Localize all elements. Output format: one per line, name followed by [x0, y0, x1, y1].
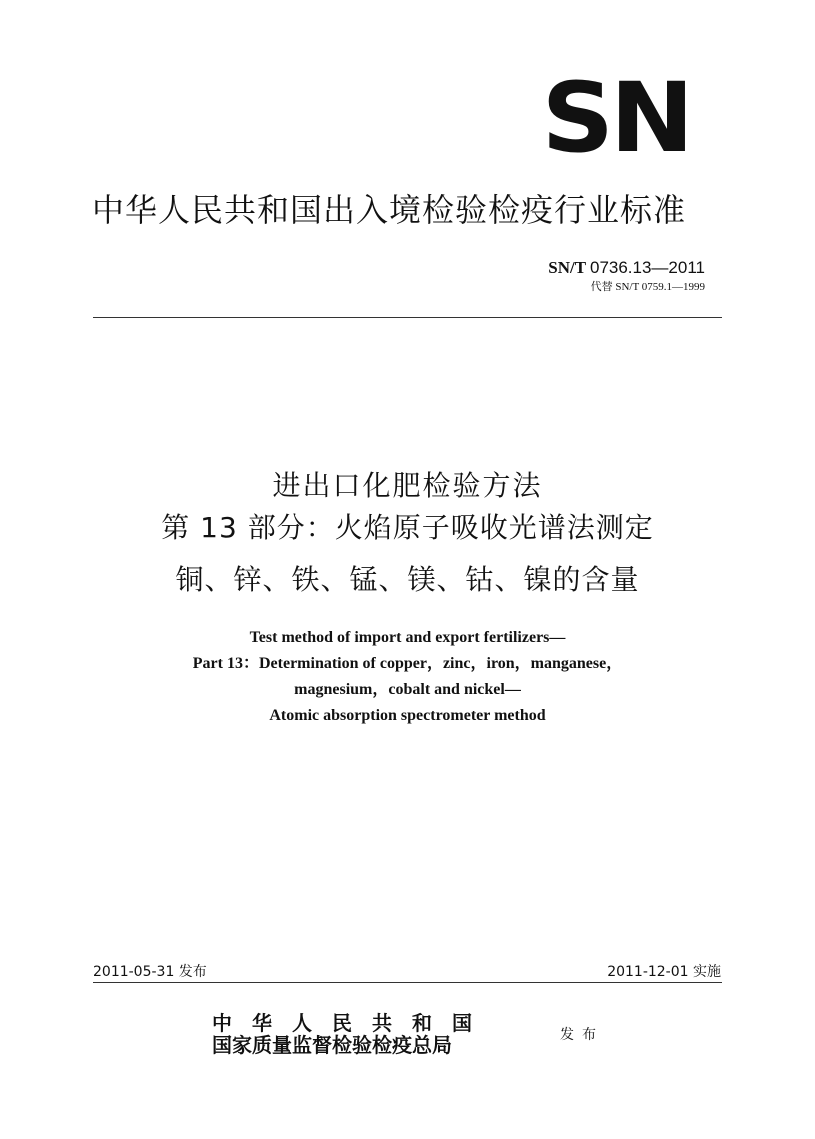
cn-title-line-1: 进出口化肥检验方法 — [272, 469, 543, 502]
top-divider — [93, 317, 722, 318]
standard-code-number: 0736.13—2011 — [589, 258, 705, 277]
sn-logo: SN — [541, 62, 690, 174]
implementation-date: 2011-12-01 实施 — [607, 964, 721, 980]
en-title-line-1: Test method of import and export fertilizers— — [249, 629, 566, 646]
en-title-line-4: Atomic absorption spectrometer method — [269, 707, 546, 724]
bottom-divider — [93, 982, 722, 983]
publish-label: 发布 — [560, 1027, 604, 1043]
standard-number — [548, 258, 705, 278]
cn-title-line-2: 第 13 部分：火焰原子吸收光谱法测定 — [161, 511, 654, 544]
issue-date: 2011-05-31 发布 — [93, 964, 207, 980]
standard-category: 中华人民共和国出入境检验检疫行业标准 — [92, 191, 687, 229]
en-title-line-3: magnesium，cobalt and nickel— — [294, 681, 521, 698]
replaces-standard: 代替 SN/T 0759.1—1999 — [590, 281, 705, 293]
cn-title-line-3: 铜、锌、铁、锰、镁、钴、镍的含量 — [175, 563, 640, 596]
en-title-line-2: Part 13：Determination of copper，zinc，iron，manganese， — [192, 655, 623, 672]
standard-code-prefix: SN/T — [548, 258, 586, 277]
issuer-prc: 中华人民共和国 — [212, 1011, 492, 1035]
issuer-aqsiq: 国家质量监督检验检疫总局 — [212, 1033, 452, 1057]
